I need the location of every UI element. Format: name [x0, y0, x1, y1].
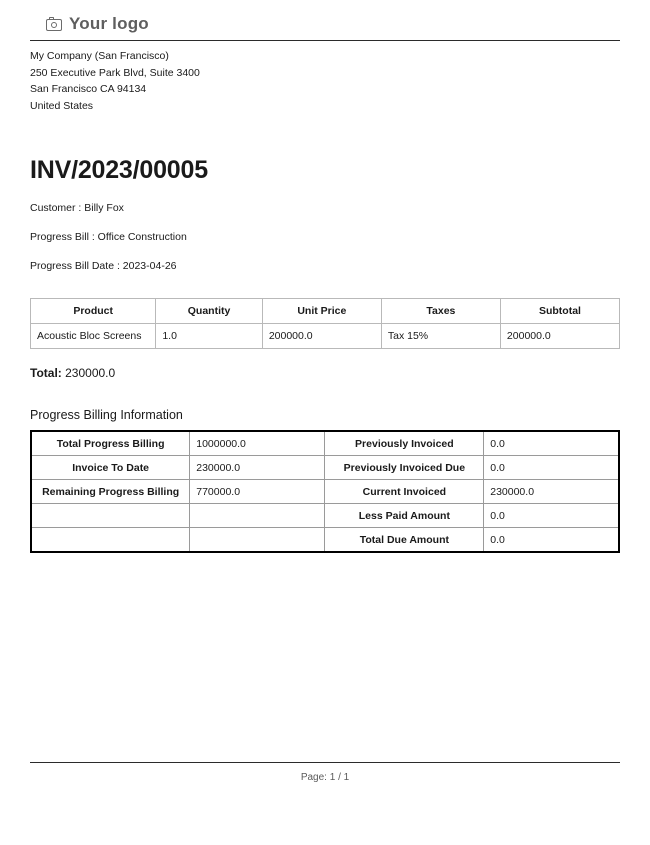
total-value: 230000.0	[65, 366, 116, 380]
cell-invoice-to-date-value: 230000.0	[190, 456, 325, 480]
total-label: Total:	[30, 366, 62, 380]
company-street: 250 Executive Park Blvd, Suite 3400	[30, 66, 200, 79]
cell-invoice-to-date-label: Invoice To Date	[31, 456, 190, 480]
cell-total-progress-billing-value: 1000000.0	[190, 431, 325, 456]
column-header-subtotal: Subtotal	[500, 299, 619, 324]
cell-previously-invoiced-value: 0.0	[484, 431, 619, 456]
cell-subtotal: 200000.0	[500, 324, 619, 349]
cell-previously-invoiced-due-label: Previously Invoiced Due	[325, 456, 484, 480]
cell-product: Acoustic Bloc Screens	[31, 324, 156, 349]
cell-empty-label-1	[31, 504, 190, 528]
footer-divider	[30, 762, 620, 763]
column-header-product: Product	[31, 299, 156, 324]
cell-previously-invoiced-due-value: 0.0	[484, 456, 619, 480]
page-number: Page: 1 / 1	[300, 772, 350, 783]
cell-less-paid-amount-label: Less Paid Amount	[325, 504, 484, 528]
table-row	[31, 431, 619, 456]
camera-icon	[46, 17, 62, 31]
progress-billing-table	[30, 430, 620, 553]
cell-less-paid-amount-value: 0.0	[484, 504, 619, 528]
progress-bill-line: Progress Bill : Office Construction	[30, 231, 187, 243]
document-header	[30, 14, 620, 40]
cell-current-invoiced-label: Current Invoiced	[325, 480, 484, 504]
cell-unit-price: 200000.0	[262, 324, 381, 349]
total-row	[30, 366, 620, 380]
company-address-block	[30, 48, 620, 114]
table-row	[31, 528, 619, 553]
column-header-taxes: Taxes	[381, 299, 500, 324]
progress-bill-date-line: Progress Bill Date : 2023-04-26	[30, 260, 177, 272]
progress-billing-section-title: Progress Billing Information	[30, 408, 183, 422]
company-name: My Company (San Francisco)	[30, 50, 169, 62]
cell-previously-invoiced-label: Previously Invoiced	[325, 431, 484, 456]
invoice-lines-table	[30, 298, 620, 349]
header-divider	[30, 40, 620, 41]
document-footer	[30, 762, 620, 783]
cell-empty-value-2	[190, 528, 325, 553]
table-row	[31, 324, 620, 349]
customer-line: Customer : Billy Fox	[30, 202, 124, 214]
cell-total-due-amount-value: 0.0	[484, 528, 619, 553]
column-header-unit-price: Unit Price	[262, 299, 381, 324]
company-country: United States	[30, 99, 94, 112]
cell-remaining-progress-billing-value: 770000.0	[190, 480, 325, 504]
table-row	[31, 480, 619, 504]
table-row	[31, 504, 619, 528]
cell-quantity: 1.0	[156, 324, 263, 349]
cell-current-invoiced-value: 230000.0	[484, 480, 619, 504]
company-city-state-zip: San Francisco CA 94134	[30, 83, 147, 95]
logo-text: Your logo	[69, 14, 149, 33]
cell-empty-label-2	[31, 528, 190, 553]
cell-total-due-amount-label: Total Due Amount	[325, 528, 484, 553]
table-header-row	[31, 299, 620, 324]
cell-remaining-progress-billing-label: Remaining Progress Billing	[31, 480, 190, 504]
cell-empty-value-1	[190, 504, 325, 528]
cell-total-progress-billing-label: Total Progress Billing	[31, 431, 190, 456]
page-title: INV/2023/00005	[30, 156, 208, 184]
cell-taxes: Tax 15%	[381, 324, 500, 349]
table-row	[31, 456, 619, 480]
column-header-quantity: Quantity	[156, 299, 263, 324]
